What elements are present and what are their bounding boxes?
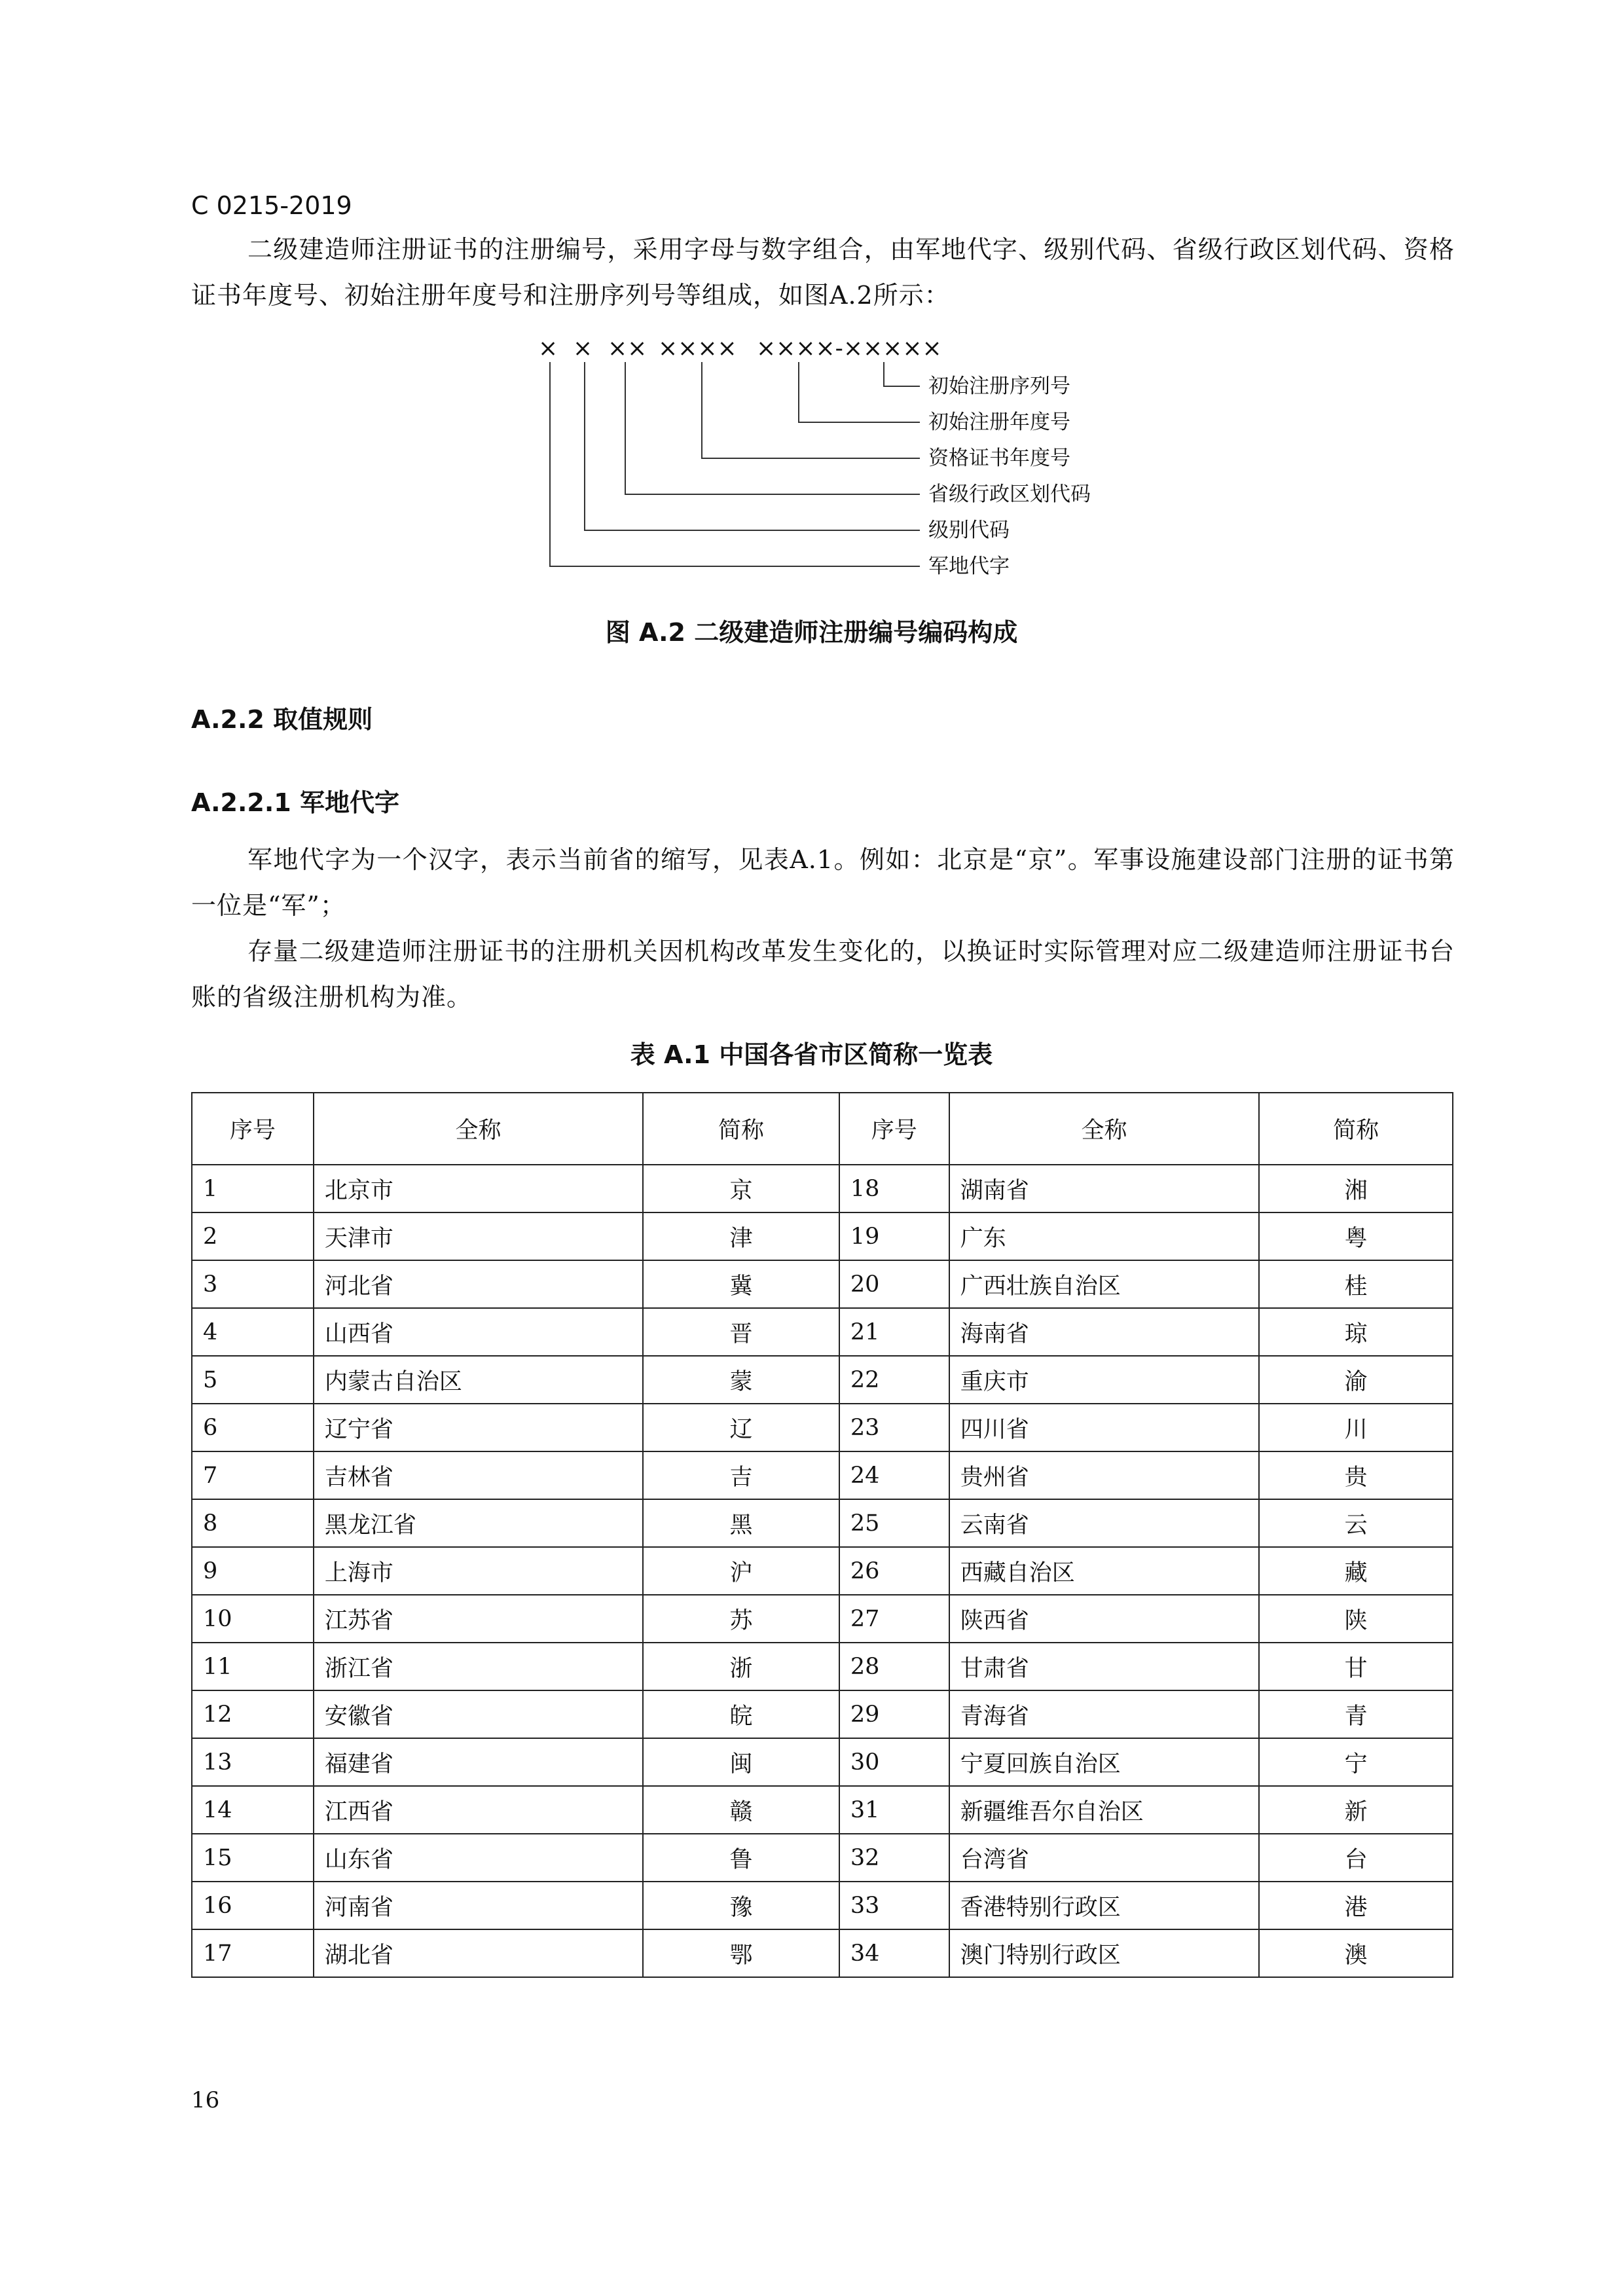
cell-abbr: 桂	[1259, 1260, 1453, 1308]
cell-abbr: 晋	[643, 1308, 839, 1356]
cell-abbr: 闽	[643, 1738, 839, 1786]
cell-seq: 32	[839, 1834, 949, 1882]
cell-full-name: 黑龙江省	[314, 1499, 643, 1547]
header-full-name-2: 全称	[949, 1093, 1260, 1165]
table-row	[192, 1451, 1453, 1499]
cell-full-name: 西藏自治区	[949, 1547, 1260, 1595]
cell-full-name: 河南省	[314, 1882, 643, 1929]
cell-seq: 25	[839, 1499, 949, 1547]
cell-abbr: 琼	[1259, 1308, 1453, 1356]
cell-seq: 9	[192, 1547, 314, 1595]
code-group-5: ××××-×××××	[756, 335, 942, 362]
table-row	[192, 1834, 1453, 1882]
cell-full-name: 广西壮族自治区	[949, 1260, 1260, 1308]
cell-full-name: 山西省	[314, 1308, 643, 1356]
cell-seq: 17	[192, 1929, 314, 1977]
section-heading-a222: A.2.2 取值规则	[191, 705, 373, 734]
cell-abbr: 豫	[643, 1882, 839, 1929]
code-group-4: ××××	[658, 335, 737, 362]
table-row	[192, 1786, 1453, 1834]
table-row	[192, 1929, 1453, 1977]
cell-abbr: 浙	[643, 1643, 839, 1690]
cell-seq: 4	[192, 1308, 314, 1356]
cell-seq: 29	[839, 1690, 949, 1738]
cell-abbr: 港	[1259, 1882, 1453, 1929]
table-row	[192, 1547, 1453, 1595]
table-row	[192, 1165, 1453, 1212]
cell-full-name: 湖北省	[314, 1929, 643, 1977]
table-row	[192, 1595, 1453, 1643]
cell-full-name: 宁夏回族自治区	[949, 1738, 1260, 1786]
label-initial-serial: 初始注册序列号	[928, 374, 1070, 398]
cell-abbr: 贵	[1259, 1451, 1453, 1499]
cell-full-name: 香港特别行政区	[949, 1882, 1260, 1929]
cell-abbr: 藏	[1259, 1547, 1453, 1595]
cell-abbr: 苏	[643, 1595, 839, 1643]
cell-full-name: 浙江省	[314, 1643, 643, 1690]
cell-abbr: 鲁	[643, 1834, 839, 1882]
cell-seq: 22	[839, 1356, 949, 1404]
cell-abbr: 陕	[1259, 1595, 1453, 1643]
cell-abbr: 宁	[1259, 1738, 1453, 1786]
cell-abbr: 赣	[643, 1786, 839, 1834]
cell-abbr: 鄂	[643, 1929, 839, 1977]
cell-seq: 13	[192, 1738, 314, 1786]
cell-abbr: 湘	[1259, 1165, 1453, 1212]
label-initial-year: 初始注册年度号	[928, 410, 1070, 434]
table-row	[192, 1499, 1453, 1547]
code-structure-diagram	[0, 0, 1623, 589]
cell-abbr: 云	[1259, 1499, 1453, 1547]
cell-seq: 28	[839, 1643, 949, 1690]
cell-full-name: 新疆维吾尔自治区	[949, 1786, 1260, 1834]
cell-abbr: 黑	[643, 1499, 839, 1547]
header-abbr-2: 简称	[1259, 1093, 1453, 1165]
header-seq-2: 序号	[839, 1093, 949, 1165]
cell-seq: 16	[192, 1882, 314, 1929]
cell-full-name: 四川省	[949, 1404, 1260, 1451]
cell-abbr: 台	[1259, 1834, 1453, 1882]
cell-full-name: 天津市	[314, 1212, 643, 1260]
cell-full-name: 上海市	[314, 1547, 643, 1595]
cell-seq: 20	[839, 1260, 949, 1308]
cell-full-name: 江西省	[314, 1786, 643, 1834]
cell-full-name: 山东省	[314, 1834, 643, 1882]
cell-full-name: 辽宁省	[314, 1404, 643, 1451]
cell-full-name: 安徽省	[314, 1690, 643, 1738]
table-caption: 表 A.1 中国各省市区简称一览表	[630, 1040, 993, 1069]
figure-caption: 图 A.2 二级建造师注册编号编码构成	[605, 618, 1018, 647]
cell-abbr: 吉	[643, 1451, 839, 1499]
cell-full-name: 台湾省	[949, 1834, 1260, 1882]
table-row	[192, 1404, 1453, 1451]
paragraph-existing-certificates: 存量二级建造师注册证书的注册机关因机构改革发生变化的，以换证时实际管理对应二级建造师注册证书台账的省级注册机构为准。	[191, 937, 1455, 1011]
cell-seq: 33	[839, 1882, 949, 1929]
cell-seq: 14	[192, 1786, 314, 1834]
cell-abbr: 澳	[1259, 1929, 1453, 1977]
cell-abbr: 川	[1259, 1404, 1453, 1451]
cell-abbr: 津	[643, 1212, 839, 1260]
cell-full-name: 北京市	[314, 1165, 643, 1212]
cell-seq: 30	[839, 1738, 949, 1786]
label-province-code: 省级行政区划代码	[928, 483, 1091, 506]
header-full-name-1: 全称	[314, 1093, 643, 1165]
cell-seq: 1	[192, 1165, 314, 1212]
cell-full-name: 云南省	[949, 1499, 1260, 1547]
table-row	[192, 1882, 1453, 1929]
table-row	[192, 1356, 1453, 1404]
cell-seq: 34	[839, 1929, 949, 1977]
cell-full-name: 重庆市	[949, 1356, 1260, 1404]
table-body	[192, 1165, 1453, 1977]
table-row	[192, 1260, 1453, 1308]
table-row	[192, 1643, 1453, 1690]
header-abbr-1: 简称	[643, 1093, 839, 1165]
cell-full-name: 湖南省	[949, 1165, 1260, 1212]
cell-full-name: 甘肃省	[949, 1643, 1260, 1690]
cell-seq: 8	[192, 1499, 314, 1547]
cell-full-name: 青海省	[949, 1690, 1260, 1738]
cell-abbr: 粤	[1259, 1212, 1453, 1260]
cell-full-name: 福建省	[314, 1738, 643, 1786]
table-row	[192, 1212, 1453, 1260]
cell-full-name: 陕西省	[949, 1595, 1260, 1643]
cell-abbr: 京	[643, 1165, 839, 1212]
cell-abbr: 甘	[1259, 1643, 1453, 1690]
cell-abbr: 皖	[643, 1690, 839, 1738]
table-row	[192, 1690, 1453, 1738]
table-row	[192, 1308, 1453, 1356]
cell-abbr: 辽	[643, 1404, 839, 1451]
standard-code: C 0215-2019	[191, 191, 352, 220]
section-heading-a2221: A.2.2.1 军地代字	[191, 788, 399, 817]
cell-seq: 26	[839, 1547, 949, 1595]
code-group-2: ×	[573, 335, 593, 362]
province-abbreviation-table	[191, 1092, 1453, 1978]
cell-seq: 6	[192, 1404, 314, 1451]
cell-abbr: 蒙	[643, 1356, 839, 1404]
cell-abbr: 冀	[643, 1260, 839, 1308]
cell-full-name: 广东	[949, 1212, 1260, 1260]
cell-seq: 12	[192, 1690, 314, 1738]
cell-full-name: 内蒙古自治区	[314, 1356, 643, 1404]
cell-full-name: 吉林省	[314, 1451, 643, 1499]
header-seq-1: 序号	[192, 1093, 314, 1165]
cell-seq: 11	[192, 1643, 314, 1690]
cell-seq: 7	[192, 1451, 314, 1499]
cell-seq: 10	[192, 1595, 314, 1643]
cell-seq: 27	[839, 1595, 949, 1643]
cell-seq: 18	[839, 1165, 949, 1212]
intro-paragraph: 二级建造师注册证书的注册编号，采用字母与数字组合，由军地代字、级别代码、省级行政区划代码、资格证书年度号、初始注册年度号和注册序列号等组成，如图A.2所示：	[191, 235, 1455, 310]
code-group-3: ××	[608, 335, 647, 362]
cell-seq: 31	[839, 1786, 949, 1834]
cell-seq: 21	[839, 1308, 949, 1356]
cell-seq: 24	[839, 1451, 949, 1499]
cell-seq: 23	[839, 1404, 949, 1451]
cell-abbr: 新	[1259, 1786, 1453, 1834]
table-header-row	[192, 1093, 1453, 1165]
cell-seq: 2	[192, 1212, 314, 1260]
cell-full-name: 贵州省	[949, 1451, 1260, 1499]
cell-seq: 3	[192, 1260, 314, 1308]
cell-seq: 15	[192, 1834, 314, 1882]
cell-abbr: 沪	[643, 1547, 839, 1595]
code-group-1: ×	[538, 335, 558, 362]
label-military-civil: 军地代字	[928, 555, 1010, 578]
label-level-code: 级别代码	[928, 519, 1010, 542]
paragraph-military-civil: 军地代字为一个汉字，表示当前省的缩写，见表A.1。例如：北京是“京”。军事设施建设部门注册的证书第一位是“军”；	[191, 845, 1455, 920]
cell-seq: 5	[192, 1356, 314, 1404]
cell-full-name: 海南省	[949, 1308, 1260, 1356]
cell-full-name: 澳门特别行政区	[949, 1929, 1260, 1977]
cell-abbr: 渝	[1259, 1356, 1453, 1404]
page-number: 16	[191, 2087, 220, 2113]
cell-abbr: 青	[1259, 1690, 1453, 1738]
table-row	[192, 1738, 1453, 1786]
cell-seq: 19	[839, 1212, 949, 1260]
cell-full-name: 河北省	[314, 1260, 643, 1308]
cell-full-name: 江苏省	[314, 1595, 643, 1643]
label-cert-year: 资格证书年度号	[928, 446, 1070, 470]
